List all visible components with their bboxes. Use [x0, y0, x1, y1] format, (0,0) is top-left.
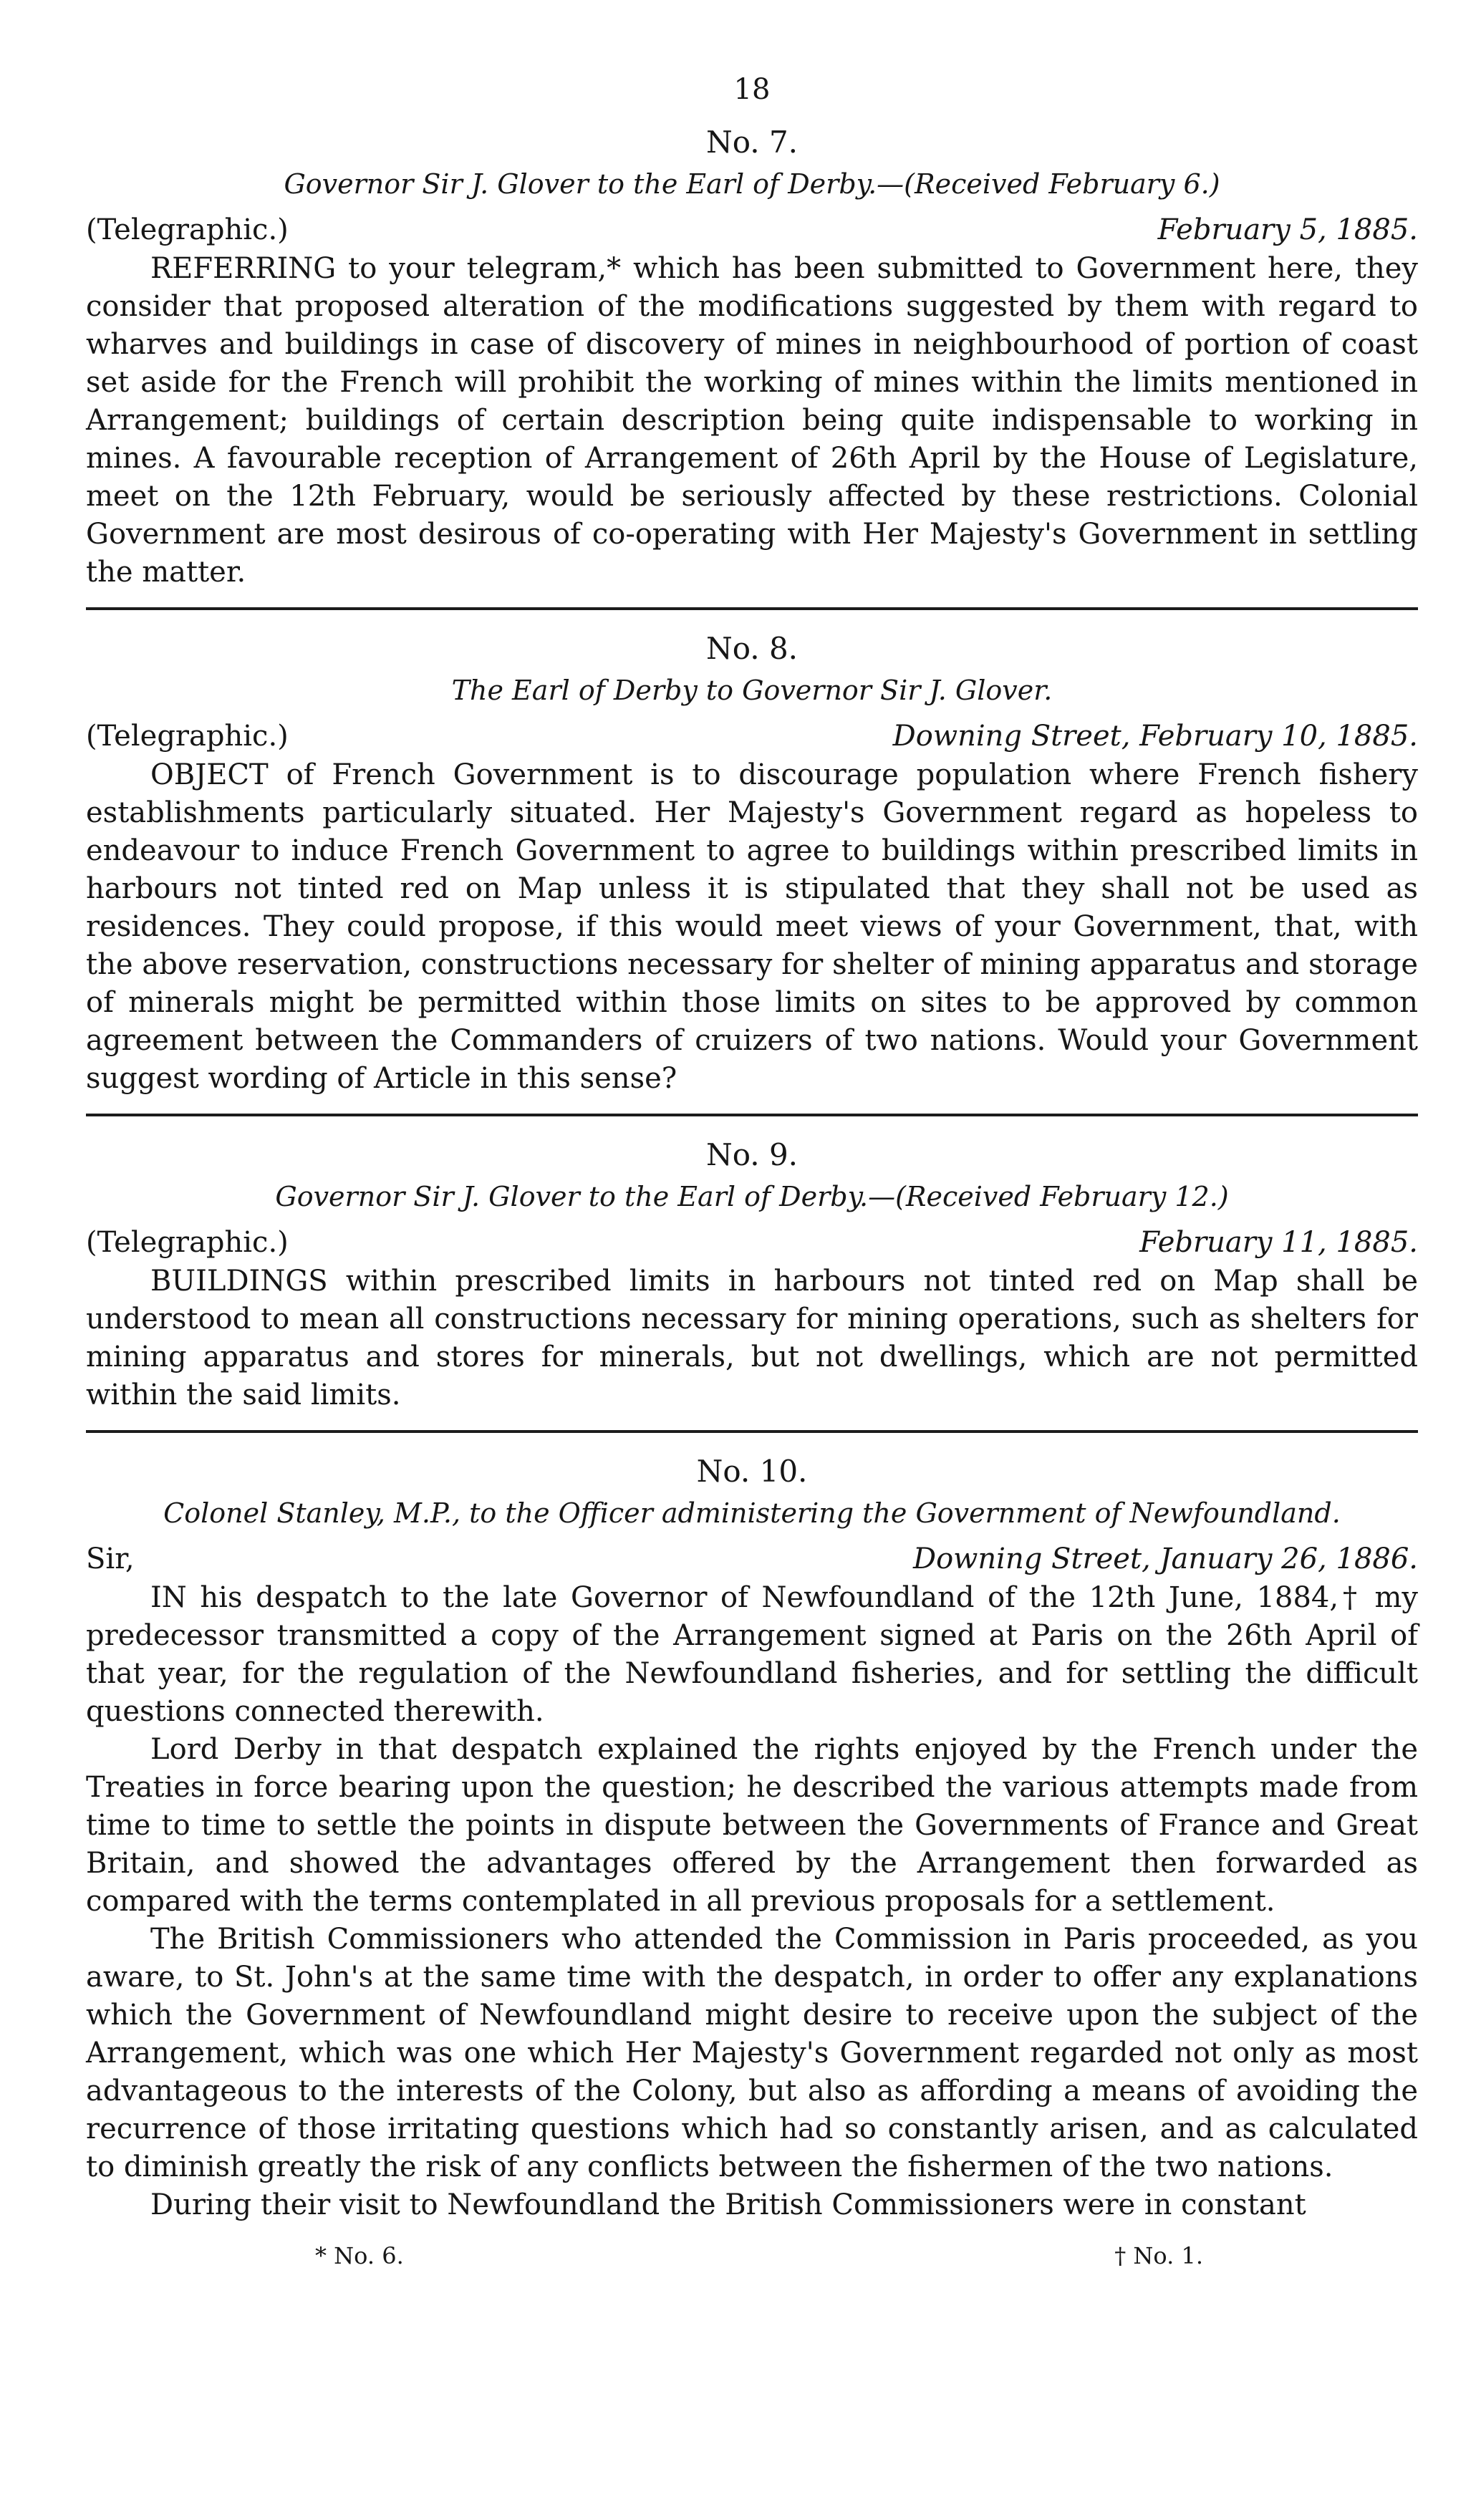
- entry-no-10: [86, 1450, 1418, 2224]
- telegraphic-label: (Telegraphic.): [86, 213, 289, 246]
- footnote: * No. 6.: [315, 2242, 404, 2269]
- entry-title: Colonel Stanley, M.P., to the Officer administering the Government of Newfoundland.: [163, 1497, 1341, 1529]
- paragraph: BUILDINGS within prescribed limits in harbours not tinted red on Map shall be understood to mean all constructions necessary for mining operations, such as shelters for mining apparatus and stores for minerals, but not dwellings, which are not permitted within the said limits.: [86, 1265, 1418, 1411]
- paragraph: REFERRING to your telegram,* which has been submitted to Government here, they consider that proposed alteration of the modifications suggested by them with regard to wharves and buildings in case of discovery of mines in neighbourhood of portion of coast set aside for the French will prohibit the working of mines within the limits mentioned in Arrangement; buildings of certain description being quite indispensable to working in mines. A favourable reception of Arrangement of 26th April by the House of Legislature, meet on the 12th February, would be seriously affected by these restrictions. Colonial Government are most desirous of co-operating with Her Majesty's Government in settling the matter.: [86, 252, 1418, 589]
- paragraph: IN his despatch to the late Governor of Newfoundland of the 12th June, 1884,† my predecessor transmitted a copy of the Arrangement signed at Paris on the 26th April of that year, for the regulation of the Newfoundland fisheries, and for settling the difficult questions connected therewith.: [86, 1581, 1418, 1728]
- entry-date: Downing Street, January 26, 1886.: [913, 1543, 1418, 1575]
- document-page: [86, 68, 1418, 2273]
- footnote: † No. 1.: [1114, 2242, 1203, 2269]
- paragraph: The British Commissioners who attended the Commission in Paris proceeded, as you aware, to St. John's at the same time with the despatch, in order to offer any explanations which the Government of Newfoundland might desire to receive upon the subject of the Arrangement, which was one which Her Majesty's Government regarded not only as most advantageous to the interests of the Colony, but also as affording a means of avoiding the recurrence of those irritating questions which had so constantly arisen, and as calculated to diminish greatly the risk of any conflicts between the fishermen of the two nations.: [86, 1923, 1418, 2183]
- entry-number: No. 9.: [705, 1137, 799, 1172]
- entry-date: February 5, 1885.: [1157, 213, 1418, 246]
- salutation: Sir,: [86, 1543, 135, 1575]
- entry-date: February 11, 1885.: [1139, 1226, 1418, 1259]
- entry-meta: [86, 1222, 1418, 1263]
- entry-meta: [86, 210, 1418, 250]
- entry-date: Downing Street, February 10, 1885.: [892, 720, 1418, 753]
- footnotes: [86, 2239, 1418, 2273]
- section-divider: [86, 1114, 1418, 1116]
- entry-no-7: [86, 121, 1418, 592]
- entry-title: The Earl of Derby to Governor Sir J. Glover.: [451, 675, 1053, 706]
- entry-number: No. 7.: [705, 125, 799, 160]
- telegraphic-label: (Telegraphic.): [86, 720, 289, 753]
- entry-number: No. 8.: [705, 631, 799, 666]
- telegraphic-label: (Telegraphic.): [86, 1226, 289, 1259]
- section-divider: [86, 1430, 1418, 1433]
- entry-no-8: [86, 627, 1418, 1098]
- entry-meta: [86, 1539, 1418, 1579]
- page-number: 18: [733, 73, 771, 106]
- section-divider: [86, 607, 1418, 610]
- paragraph: OBJECT of French Government is to discourage population where French fishery establishments particularly situated. Her Majesty's Government regard as hopeless to endeavour to induce French Government to agree to buildings within prescribed limits in harbours not tinted red on Map unless it is stipulated that they shall not be used as residences. They could propose, if this would meet views of your Government, that, with the above reservation, constructions necessary for shelter of mining apparatus and storage of minerals might be permitted within those limits on sites to be approved by common agreement between the Commanders of cruizers of two nations. Would your Government suggest wording of Article in this sense?: [86, 758, 1418, 1095]
- paragraph: During their visit to Newfoundland the British Commissioners were in constant: [150, 2188, 1306, 2221]
- entry-title: Governor Sir J. Glover to the Earl of Derby.—(Received February 12.): [275, 1181, 1229, 1212]
- entry-title: Governor Sir J. Glover to the Earl of Derby.—(Received February 6.): [284, 168, 1220, 200]
- entry-number: No. 10.: [696, 1454, 808, 1489]
- entry-no-9: [86, 1134, 1418, 1414]
- entry-meta: [86, 716, 1418, 756]
- paragraph: Lord Derby in that despatch explained the rights enjoyed by the French under the Treaties in force bearing upon the question; he described the various attempts made from time to time to settle the points in dispute between the Governments of France and Great Britain, and showed the advantages offered by the Arrangement then forwarded as compared with the terms contemplated in all previous proposals for a settlement.: [86, 1733, 1418, 1918]
